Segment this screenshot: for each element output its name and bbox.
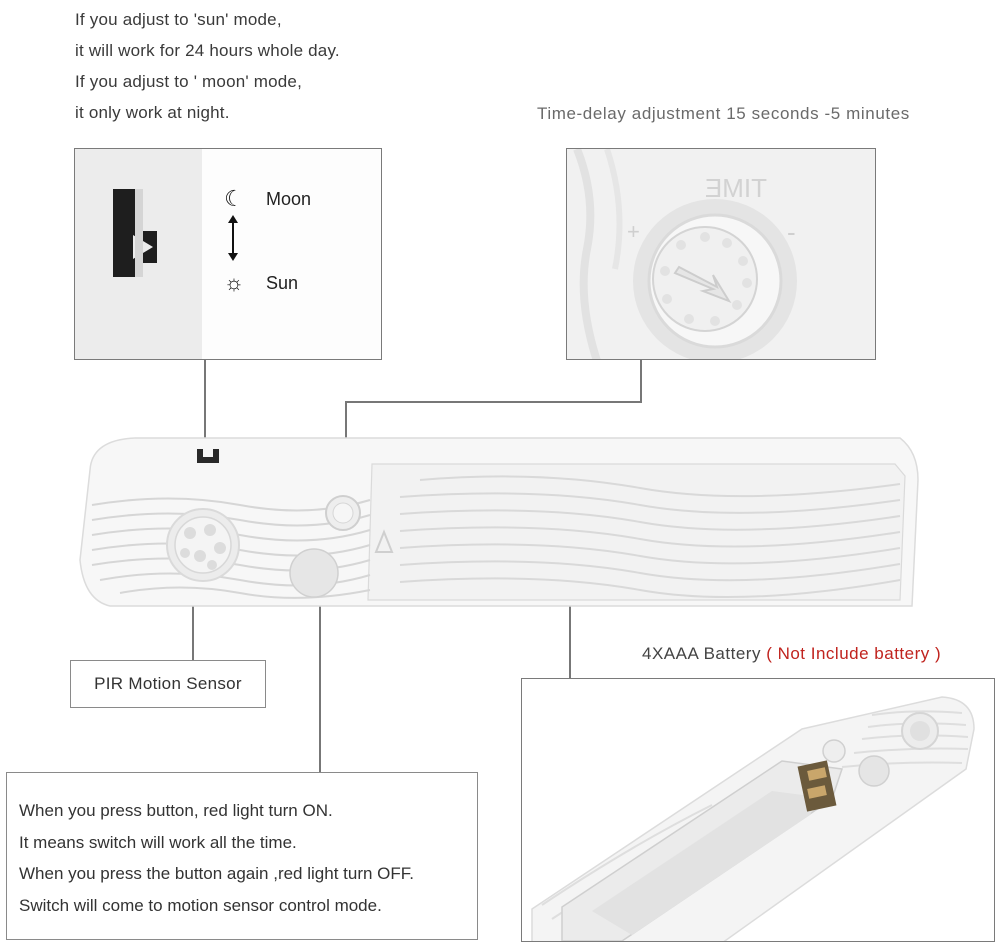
double-arrow-icon (226, 214, 240, 262)
switch-photo (75, 149, 202, 359)
battery-compartment-photo (522, 679, 995, 942)
plus-mark: + (627, 219, 640, 244)
battery-compartment-panel (521, 678, 995, 942)
button-note-line: Switch will come to motion sensor control mode. (19, 895, 382, 915)
minus-mark: - (787, 217, 796, 247)
button-note-panel (6, 772, 478, 940)
mode-note-line: If you adjust to 'sun' mode, (75, 10, 282, 29)
time-delay-panel (566, 148, 876, 360)
time-engraving: TIME (704, 173, 767, 203)
sun-mode-row (222, 270, 298, 296)
moon-mode-row (222, 186, 311, 212)
battery-label-text: 4XAAA Battery (642, 644, 761, 663)
mode-note-line: it will work for 24 hours whole day. (75, 41, 340, 60)
moon-label: Moon (266, 188, 312, 209)
button-note-line: When you press the button again ,red light turn OFF. (19, 864, 414, 883)
battery-label (642, 644, 941, 664)
time-delay-label: Time-delay adjustment 15 seconds -5 minutes (537, 104, 910, 123)
button-note-line: It means switch will work all the time. (19, 832, 297, 852)
sun-icon: ☼ (223, 270, 245, 295)
button-note-line: When you press button, red light turn ON. (19, 801, 333, 820)
mode-note-line: If you adjust to ' moon' mode, (75, 72, 302, 91)
mode-note-line: it only work at night. (75, 103, 230, 122)
crescent-moon-icon: ☾ (224, 186, 244, 211)
battery-note: ( Not Include battery ) (766, 644, 942, 663)
slide-switch-icon (75, 149, 202, 360)
sun-label: Sun (266, 272, 299, 293)
pir-motion-sensor-label: PIR Motion Sensor (70, 660, 266, 708)
time-dial-photo (567, 149, 876, 360)
motion-sensor-device (80, 438, 918, 606)
